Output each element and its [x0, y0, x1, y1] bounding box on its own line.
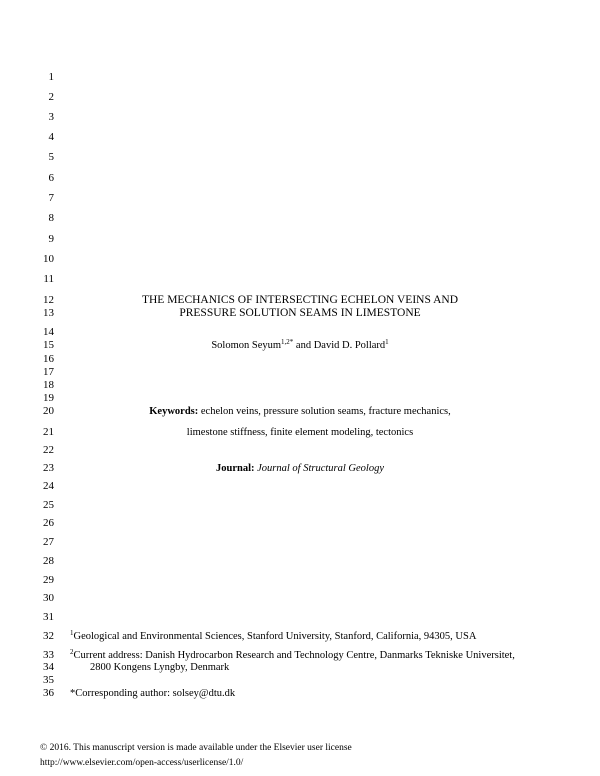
line-number: 22	[43, 444, 54, 456]
author-2-affiliation: 1	[385, 338, 389, 346]
affiliation-2-text-2: 2800 Kongens Lyngby, Denmark	[90, 662, 230, 673]
line-number: 11	[43, 273, 54, 285]
journal-name: Journal of Structural Geology	[257, 463, 384, 474]
line-number: 18	[43, 379, 54, 391]
line-number: 12	[43, 294, 54, 306]
author-1: Solomon Seyum	[211, 340, 282, 351]
line-number: 1	[48, 71, 54, 83]
keywords-text-1: echelon veins, pressure solution seams, fracture mechanics,	[198, 406, 451, 417]
line-number: 27	[43, 536, 54, 548]
line-number: 10	[43, 253, 54, 265]
line-number: 16	[43, 353, 54, 365]
line-number: 24	[43, 480, 54, 492]
affiliation-1-text: Geological and Environmental Sciences, Stanford University, Stanford, California, 94305, USA	[73, 631, 477, 642]
author-1-affiliation: 1,2*	[281, 338, 294, 346]
line-number: 33	[43, 649, 54, 661]
author-2: David D. Pollard	[313, 340, 386, 351]
paper-title-line-2: PRESSURE SOLUTION SEAMS IN LIMESTONE	[179, 307, 421, 319]
line-number: 35	[43, 674, 54, 686]
line-number: 28	[43, 555, 54, 567]
line-number: 9	[48, 233, 54, 245]
line-number: 29	[43, 574, 54, 586]
line-number: 2	[48, 91, 54, 103]
line-number: 26	[43, 517, 54, 529]
journal-label: Journal:	[215, 463, 255, 474]
line-number: 3	[48, 111, 54, 123]
license-statement: © 2016. This manuscript version is made available under the Elsevier user license	[40, 743, 352, 753]
line-number: 20	[43, 405, 54, 417]
line-number: 19	[43, 392, 54, 404]
affiliation-1-number: 1	[70, 629, 74, 637]
paper-title-line-1: THE MECHANICS OF INTERSECTING ECHELON VEINS AND	[141, 294, 459, 306]
affiliation-1	[70, 630, 476, 643]
line-number: 5	[48, 151, 54, 163]
keywords-label: Keywords:	[149, 406, 199, 417]
line-number: 13	[43, 307, 54, 319]
corresponding-author: *Corresponding author: solsey@dtu.dk	[70, 688, 236, 699]
line-number: 14	[43, 326, 54, 338]
line-number: 23	[43, 462, 54, 474]
authors-line	[70, 339, 530, 352]
line-number: 15	[43, 339, 54, 351]
line-number: 25	[43, 499, 54, 511]
line-number: 8	[48, 212, 54, 224]
line-number: 30	[43, 592, 54, 604]
author-joiner: and	[293, 340, 314, 351]
license-url[interactable]: http://www.elsevier.com/open-access/userlicense/1.0/	[40, 758, 244, 768]
keywords-line-1	[70, 405, 530, 418]
affiliation-2-number: 2	[70, 648, 74, 656]
line-number: 6	[48, 172, 54, 184]
line-number: 7	[48, 192, 54, 204]
line-number: 31	[43, 611, 54, 623]
line-number: 21	[43, 426, 54, 438]
line-number: 34	[43, 661, 54, 673]
line-number: 32	[43, 630, 54, 642]
keywords-line-2: limestone stiffness, finite element modeling, tectonics	[186, 427, 414, 438]
affiliation-2-text-1: Current address: Danish Hydrocarbon Research and Technology Centre, Danmarks Tekniske Universitet,	[73, 650, 515, 661]
journal-line	[70, 462, 530, 475]
line-number: 4	[48, 131, 54, 143]
line-number: 17	[43, 366, 54, 378]
line-number: 36	[43, 687, 54, 699]
